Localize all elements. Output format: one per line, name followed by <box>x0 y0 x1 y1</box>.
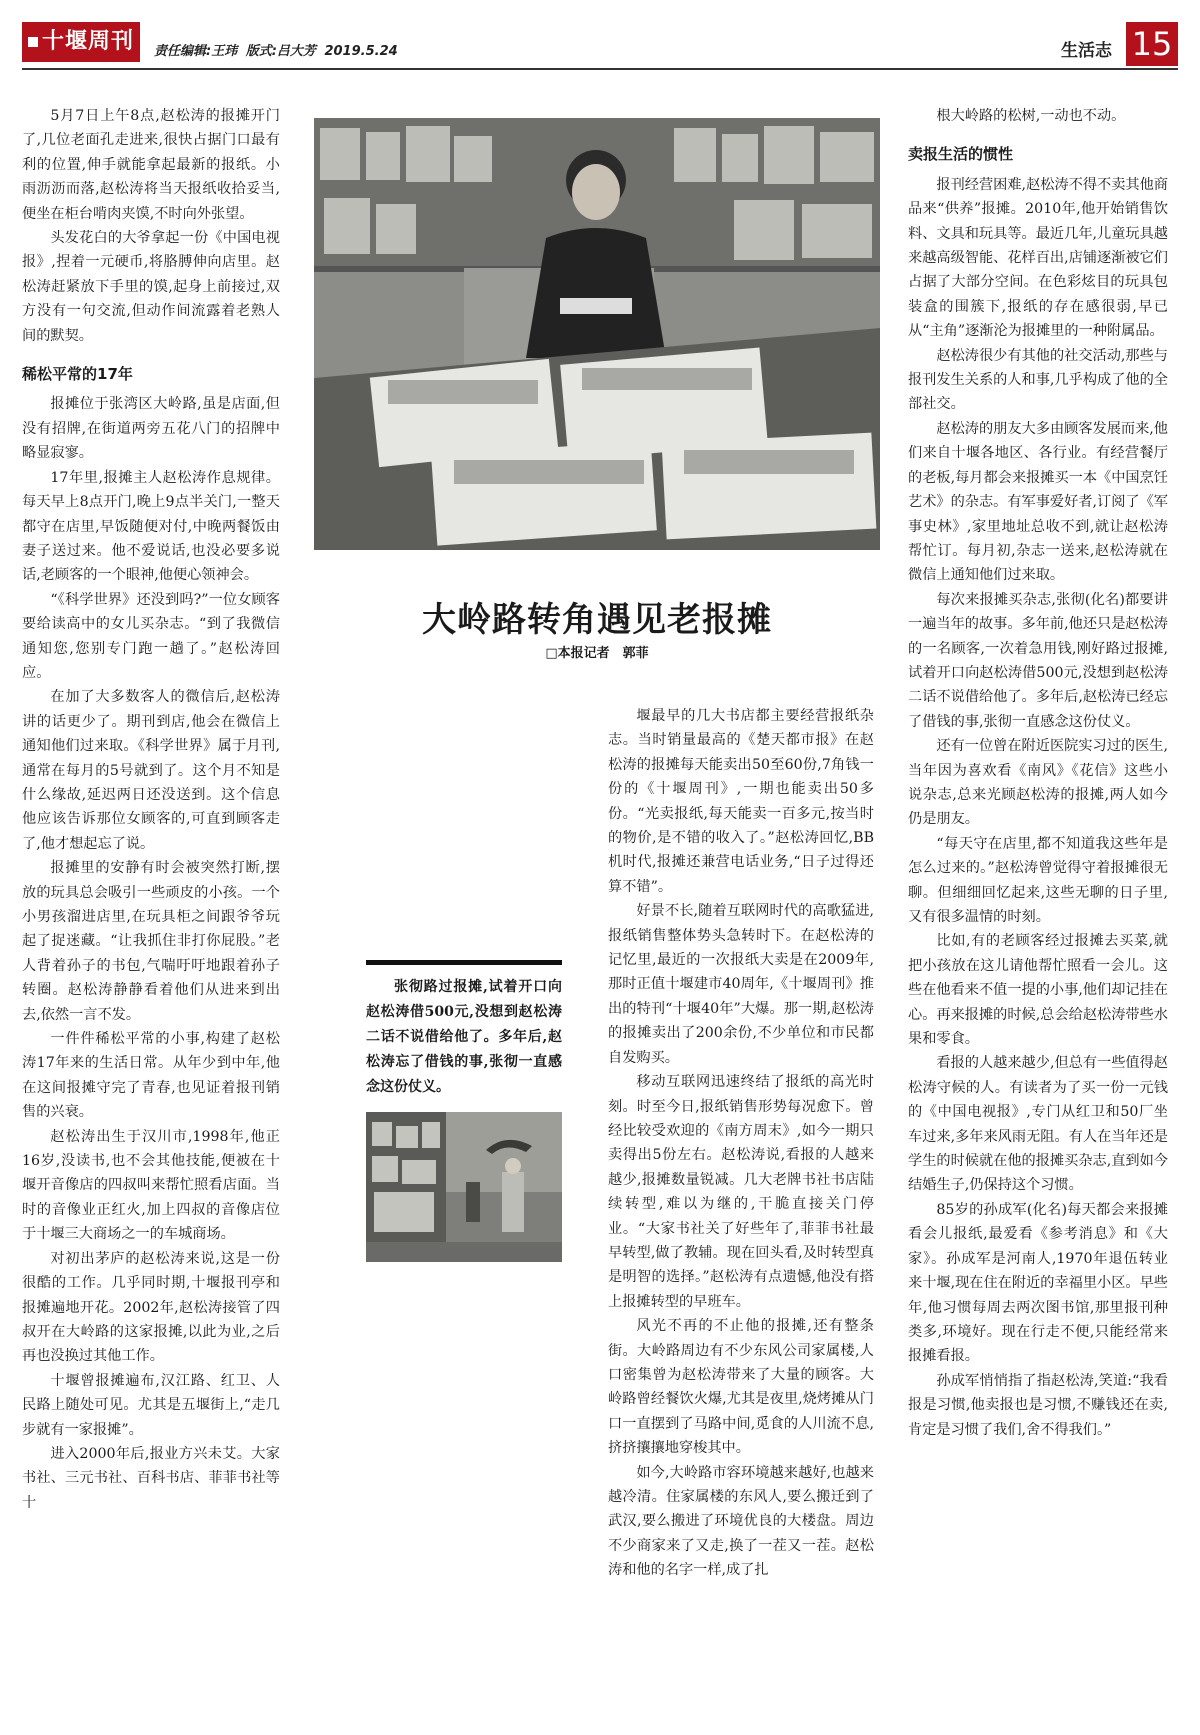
layout-credit: 版式:吕大芳 <box>245 44 316 59</box>
paragraph: 移动互联网迅速终结了报纸的高光时刻。时至今日,报纸销售形势每况愈下。曾经比较受欢迎的《南方周末》,如今一期只卖得出5份左右。赵松涛说,看报的人越来越少,报摊数量锐减。几大老牌书社书店陆续转型,难以为继的,干脆直接关门停业。“大家书社关了好些年了,菲菲书社最早转型,做了教辅。现在回头看,及时转型真是明智的选择。”赵松涛有点遗憾,他没有搭上报摊转型的早班车。 <box>608 1074 874 1310</box>
paragraph: 孙成军悄悄指了指赵松涛,笑道:“我看报是习惯,他卖报也是习惯,不赚钱还在卖,肯定是习惯了我们,舍不得我们。” <box>908 1372 1168 1438</box>
paragraph: 赵松涛出生于汉川市,1998年,他正16岁,没读书,也不会其他技能,便被在十堰开音像店的四叔叫来帮忙照看店面。当时的音像业正红火,加上四叔的音像店位于十堰三大商场之一的车城商场。 <box>22 1128 280 1243</box>
paragraph: 进入2000年后,报业方兴未艾。大家书社、三元书社、百科书店、菲菲书社等十 <box>22 1445 280 1511</box>
paragraph: 5月7日上午8点,赵松涛的报摊开门了,几位老面孔走进来,很快占据门口最有利的位置,伸手就能拿起最新的报纸。小雨沥沥而落,赵松涛将当天报纸收拾妥当,便坐在柜台啃肉夹馍,不时向外张望。 <box>22 108 280 222</box>
paragraph: 17年里,报摊主人赵松涛作息规律。每天早上8点开门,晚上9点半关门,一整天都守在店里,早饭随便对付,中晚两餐饭由妻子送过来。他不爱说话,也没必要多说话,老顾客的一个眼神,他便心领神会。 <box>22 469 280 584</box>
article-column-3 <box>908 104 1168 1442</box>
article-column-2 <box>608 704 874 1583</box>
edition-info <box>154 40 402 59</box>
secondary-photo-street <box>366 1112 562 1262</box>
article-column-1 <box>22 104 280 1515</box>
paragraph: 风光不再的不止他的报摊,还有整条街。大岭路周边有不少东风公司家属楼,人口密集曾为赵松涛带来了大量的顾客。大岭路曾经餐饮火爆,尤其是夜里,烧烤摊从门口一直摆到了马路中间,觅食的人川流不息,挤挤攘攘地穿梭其中。 <box>608 1318 874 1457</box>
byline: □本报记者 郭菲 <box>545 646 649 661</box>
subheading: 卖报生活的惯性 <box>908 145 1014 164</box>
paragraph: 85岁的孙成军(化名)每天都会来报摊看会儿报纸,最爱看《参考消息》和《大家》。孙成军是河南人,1970年退伍转业来十堰,现在住在附近的幸福里小区。早些年,他习惯每周去两次图书馆,那里报刊种类多,环境好。现在行走不便,只能经常来报摊看报。 <box>908 1201 1168 1365</box>
paragraph: 一件件稀松平常的小事,构建了赵松涛17年来的生活日常。从年少到中年,他在这间报摊守完了青春,也见证着报刊销售的兴衰。 <box>22 1031 280 1121</box>
editor-credit: 责任编辑:王玮 <box>154 44 238 59</box>
logo-square-icon <box>28 37 38 47</box>
paragraph: 报摊位于张湾区大岭路,虽是店面,但没有招牌,在街道两旁五花八门的招牌中略显寂寥。 <box>22 396 280 462</box>
paragraph: 堰最早的几大书店都主要经营报纸杂志。当时销量最高的《楚天都市报》在赵松涛的报摊每天能卖出50至60份,7角钱一份的《十堰周刊》,一期也能卖出50多份。“光卖报纸,每天能卖一百多元,按当时的物价,是不错的收入了。”赵松涛回忆,BB机时代,报摊还兼营电话业务,“日子过得还算不错”。 <box>608 708 874 895</box>
paragraph: 对初出茅庐的赵松涛来说,这是一份很酷的工作。几乎同时期,十堰报刊亭和报摊遍地开花。2002年,赵松涛接管了四叔开在大岭路的这家报摊,以此为业,之后再也没换过其他工作。 <box>22 1250 280 1365</box>
paragraph: 在加了大多数客人的微信后,赵松涛讲的话更少了。期刊到店,他会在微信上通知他们过来取。《科学世界》属于月刊,通常在每月的5号就到了。这个月不知是什么缘故,延迟两日还没送到。这个信息他应该告诉那位女顾客的,可直到顾客走了,他才想起忘了说。 <box>22 689 280 852</box>
article-title: 大岭路转角遇见老报摊 <box>422 600 772 640</box>
paragraph: 好景不长,随着互联网时代的高歌猛进,报纸销售整体势头急转时下。在赵松涛的记忆里,最近的一次报纸大卖是在2009年,那时正值十堰建市40周年,《十堰周刊》推出的特刊“十堰40年”大爆。那一期,赵松涛的报摊卖出了200余份,不少单位和市民都自发购买。 <box>608 903 874 1066</box>
main-photo-newsstand <box>314 118 880 550</box>
paragraph: 报刊经营困难,赵松涛不得不卖其他商品来“供养”报摊。2010年,他开始销售饮料、文具和玩具等。最近几年,儿童玩具越来越高级智能、花样百出,店铺逐渐被它们占据了大部分空间。在色彩炫目的玩具包装盒的围簇下,报纸的存在感很弱,早已从“主角”逐渐沦为报摊里的一种附属品。 <box>908 176 1168 340</box>
section-name: 生活志 <box>1061 41 1112 61</box>
paragraph: 十堰曾报摊遍布,汉江路、红卫、人民路上随处可见。尤其是五堰街上,“走几步就有一家报摊”。 <box>22 1372 280 1438</box>
paragraph: 赵松涛很少有其他的社交活动,那些与报刊发生关系的人和事,几乎构成了他的全部社交。 <box>908 347 1168 413</box>
masthead <box>22 22 1178 70</box>
paragraph: 根大岭路的松树,一动也不动。 <box>936 108 1126 124</box>
paragraph: 每次来报摊买杂志,张彻(化名)都要讲一遍当年的故事。多年前,他还只是赵松涛的一名顾客,一次着急用钱,刚好路过报摊,试着开口向赵松涛借500元,没想到赵松涛二话不说借给他了。多年后,赵松涛已经忘了借钱的事,张彻一直感念这份仗义。 <box>908 591 1168 730</box>
page-number: 15 <box>1126 22 1178 66</box>
issue-date: 2019.5.24 <box>324 44 398 59</box>
paragraph: 如今,大岭路市容环境越来越好,也越来越冷清。住家属楼的东风人,要么搬迁到了武汉,要么搬进了环境优良的大楼盘。周边不少商家来了又走,换了一茬又一茬。赵松涛和他的名字一样,成了扎 <box>608 1464 874 1579</box>
paragraph: “每天守在店里,都不知道我这些年是怎么过来的。”赵松涛曾觉得守着报摊很无聊。但细细回忆起来,这些无聊的日子里,又有很多温情的时刻。 <box>908 835 1168 925</box>
paragraph: 头发花白的大爷拿起一份《中国电视报》,捏着一元硬币,将胳膊伸向店里。赵松涛赶紧放下手里的馍,起身上前接过,双方没有一句交流,但动作间流露着老熟人间的默契。 <box>22 230 280 344</box>
paragraph: “《科学世界》还没到吗?”一位女顾客要给读高中的女儿买杂志。“到了我微信通知您,您别专门跑一趟了。”赵松涛回应。 <box>22 591 280 681</box>
newspaper-logo <box>22 22 140 62</box>
header-rule <box>22 68 1178 70</box>
paragraph: 比如,有的老顾客经过报摊去买菜,就把小孩放在这儿请他帮忙照看一会儿。这些在他看来不值一提的小事,他们却记挂在心。再来报摊的时候,总会给赵松涛带些水果和零食。 <box>908 933 1168 1048</box>
pull-quote: 张彻路过报摊,试着开口向赵松涛借500元,没想到赵松涛二话不说借给他了。多年后,赵松涛忘了借钱的事,张彻一直感念这份仗义。 <box>366 960 562 1100</box>
paragraph: 报摊里的安静有时会被突然打断,摆放的玩具总会吸引一些顽皮的小孩。一个小男孩溜进店里,在玩具柜之间跟爷爷玩起了捉迷藏。“让我抓住非打你屁股。”老人背着孙子的书包,气喘吁吁地跟着孙子转圈。赵松涛静静看着他们从进来到出去,依然一言不发。 <box>22 860 280 1023</box>
logo-text: 十堰周刊 <box>41 29 134 54</box>
paragraph: 赵松涛的朋友大多由顾客发展而来,他们来自十堰各地区、各行业。有经营餐厅的老板,每月都会来报摊买一本《中国烹饪艺术》的杂志。有军事爱好者,订阅了《军事史林》,家里地址总收不到,就让赵松涛帮忙订。每月初,杂志一送来,赵松涛就在微信上通知他们过来取。 <box>908 420 1168 584</box>
paragraph: 看报的人越来越少,但总有一些值得赵松涛守候的人。有读者为了买一份一元钱的《中国电视报》,专门从红卫和50厂坐车过来,多年来风雨无阻。有人在当年还是学生的时候就在他的报摊买杂志,直到如今结婚生子,仍保持这个习惯。 <box>908 1055 1168 1194</box>
paragraph: 还有一位曾在附近医院实习过的医生,当年因为喜欢看《南风》《花信》这些小说杂志,总来光顾赵松涛的报摊,两人如今仍是朋友。 <box>908 738 1168 828</box>
subheading: 稀松平常的17年 <box>22 365 133 384</box>
